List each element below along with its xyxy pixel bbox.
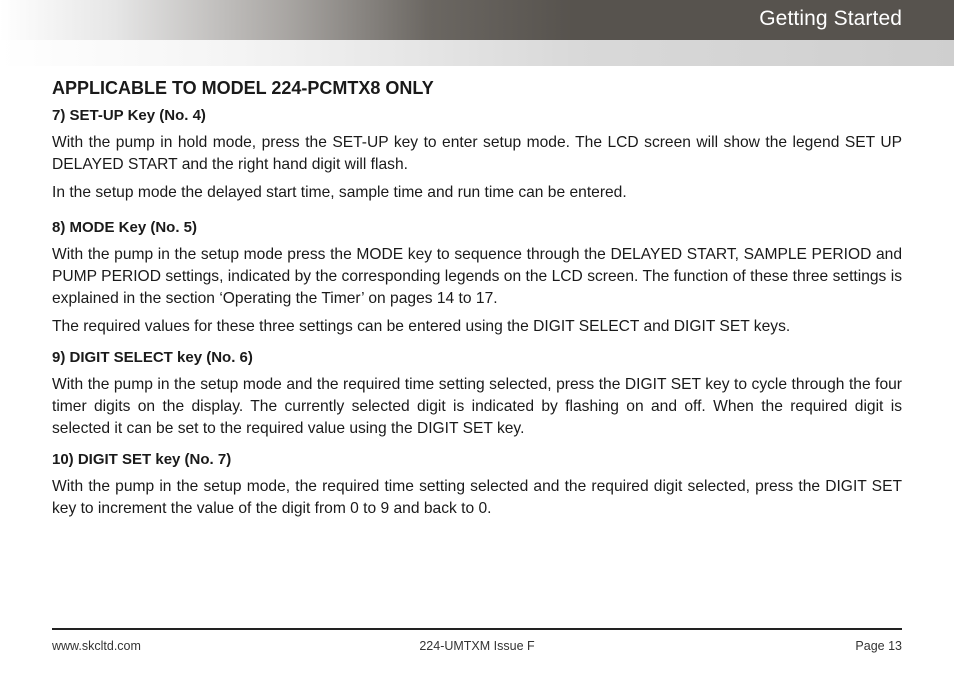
- header-gradient-strip: [0, 40, 954, 66]
- footer-website: www.skcltd.com: [52, 639, 141, 653]
- paragraph: The required values for these three settings can be entered using the DIGIT SELECT and DIGIT SET keys.: [52, 318, 791, 335]
- section-digit-set-key: [52, 450, 902, 520]
- section-title-header: Getting Started: [759, 7, 902, 30]
- section-setup-key: [52, 106, 902, 204]
- section-mode-key: [52, 218, 902, 338]
- paragraph: With the pump in hold mode, press the SET-UP key to enter setup mode. The LCD screen will show the legend SET UP DELAYED START and the right hand digit will flash.: [52, 134, 902, 173]
- section-heading: 8) MODE Key (No. 5): [52, 219, 198, 236]
- model-applicability-heading: APPLICABLE TO MODEL 224-PCMTX8 ONLY: [52, 78, 434, 98]
- footer-page-number: Page 13: [855, 639, 902, 653]
- footer-document-id: 224-UMTXM Issue F: [419, 639, 535, 653]
- page-header-bar: [0, 0, 954, 40]
- paragraph: With the pump in the setup mode press the MODE key to sequence through the DELAYED START, SAMPLE PERIOD and PUMP PERIOD settings, indicated by the corresponding legends on the LCD screen. The function of these three settings is explained in the section ‘Operating the Timer’ on pages 14 to 17.: [52, 246, 902, 307]
- paragraph: With the pump in the setup mode, the required time setting selected and the required digit selected, press the DIGIT SET key to increment the value of the digit from 0 to 9 and back to 0.: [52, 478, 902, 517]
- section-heading: 7) SET-UP Key (No. 4): [52, 107, 206, 124]
- section-digit-select-key: [52, 348, 902, 440]
- page-content: [52, 76, 902, 528]
- section-heading: 10) DIGIT SET key (No. 7): [52, 451, 232, 468]
- footer-divider: [52, 628, 902, 630]
- paragraph: With the pump in the setup mode and the required time setting selected, press the DIGIT SET key to cycle through the four timer digits on the display. The currently selected digit is indicated by flashing on and off. When the required digit is selected it can be set to the required value using the DIGIT SET key.: [52, 376, 902, 437]
- section-heading: 9) DIGIT SELECT key (No. 6): [52, 349, 253, 366]
- paragraph: In the setup mode the delayed start time, sample time and run time can be entered.: [52, 184, 627, 201]
